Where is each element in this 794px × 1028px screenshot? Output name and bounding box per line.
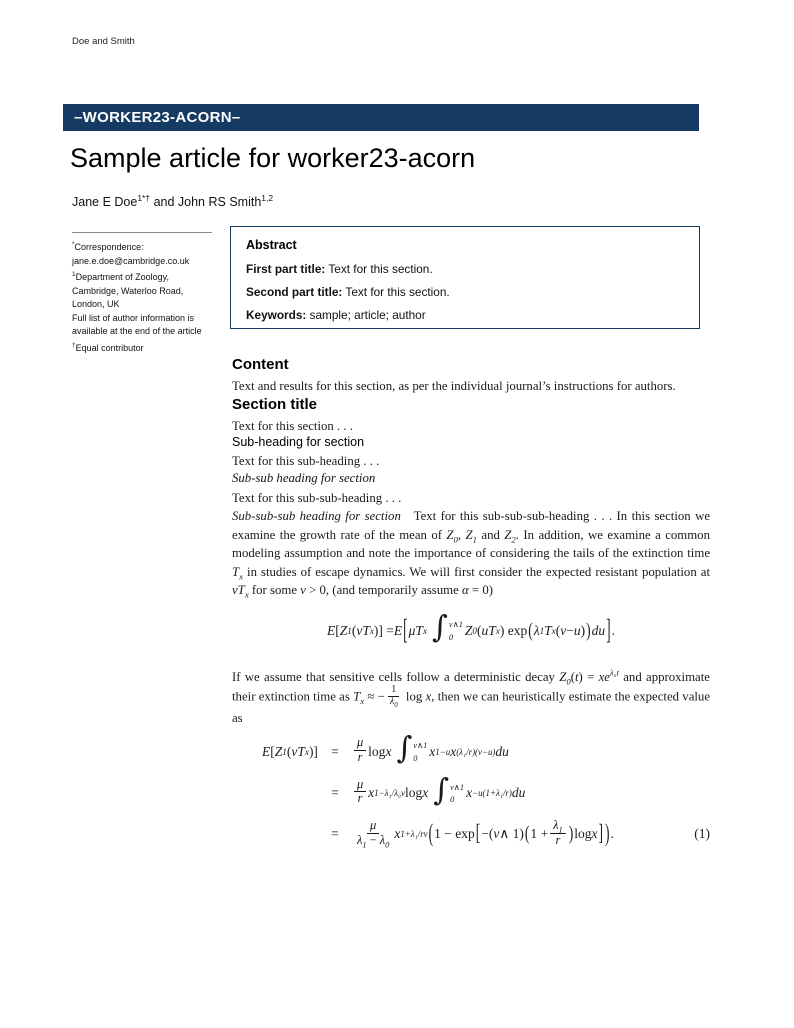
sidebar-line-equal-contributor: †Equal contributor xyxy=(72,341,144,353)
sidebar-line-affiliation-3: London, UK xyxy=(72,299,120,309)
abstract-second-part xyxy=(246,285,684,299)
paragraph-heuristic-estimate: If we assume that sensitive cells follow a deterministic decay $Z_0(t) = xe^{\lambda_0t}$ and approximate their extinction time as $T_x$ ≈ − $\frac{1}{\lambda_0}$ log x, then we can heuristically estimate the expected value as xyxy=(232,667,711,725)
running-head: Doe and Smith xyxy=(72,36,135,47)
footnote-mark: † xyxy=(72,341,76,349)
header-columns xyxy=(72,226,700,355)
abstract-first-part xyxy=(246,262,684,276)
equation-array xyxy=(262,731,710,850)
authors-line xyxy=(72,193,273,209)
subsubsection-heading: Sub-sub heading for section xyxy=(232,470,376,485)
author-2-affiliation-marks: 1,2 xyxy=(261,193,274,203)
section-heading: Section title xyxy=(232,395,318,413)
sidebar-line-affiliation: $^1$Department of Zoology, xyxy=(72,271,170,282)
eq-row2-rhs: $\frac{\mu}{r}$ x 1−λ₁/λ₀v log x ∫ v∧1 0 x −u(1+λ₁/r) du xyxy=(352,779,688,807)
footnote-mark: 1 xyxy=(72,271,76,278)
eq-row1-lhs: E [ Z 1 ( vT x )] xyxy=(262,743,318,759)
sidebar-divider xyxy=(72,232,212,233)
sidebar-line-affiliation-2: Cambridge, Waterloo Road, xyxy=(72,285,184,296)
abstract-first-label: First part title: xyxy=(246,262,326,276)
banner-label: –WORKER23-ACORN– xyxy=(74,109,241,126)
main-content xyxy=(232,356,710,848)
sidebar-line-email: jane.e.doe@cambridge.co.uk xyxy=(72,255,190,266)
sidebar-line-note: Full list of author information is xyxy=(72,312,195,323)
subsubsection-body: Text for this sub-sub-heading . . . xyxy=(232,490,402,505)
footnote-mark: * xyxy=(72,241,75,248)
display-equation: E [ Z 1 ( vT x )] = E [ μT x ∫ v∧1 0 Z 0 ( uT x ) exp ( λ 1 T x ( v − u ) ) du ] . xyxy=(326,610,615,646)
abstract-keywords-label: Keywords: xyxy=(246,308,307,322)
correspondence-sidebar xyxy=(72,226,213,355)
abstract-second-text: Text for this section. xyxy=(342,285,450,299)
abstract-keywords xyxy=(246,308,684,322)
eq-row2-equals: = xyxy=(331,784,339,800)
sidebar-line-note-2: available at the end of the article xyxy=(72,326,202,336)
section-body: Text for this section . . . xyxy=(232,418,354,433)
eq-row1-rhs: $\frac{\mu}{r}$ log x ∫ v∧1 0 x 1−u x (λ₁/r)(v−u) du xyxy=(352,737,688,765)
subsection-body: Text for this sub-heading . . . xyxy=(232,454,380,468)
author-2: John RS Smith xyxy=(177,195,262,210)
journal-banner xyxy=(63,104,699,131)
abstract-keywords-text: sample; article; author xyxy=(306,308,426,322)
author-1: Jane E Doe xyxy=(72,195,138,210)
authors-separator: and xyxy=(150,195,178,210)
abstract-box xyxy=(230,226,700,329)
content-intro: Text and results for this section, as per the individual journal’s instructions for authors. xyxy=(232,379,676,393)
paragraph-with-inline-math: Sub-sub-sub heading for section Text for this sub-sub-sub-heading . . . In this section we examine the growth rate of the mean of $Z_0$, $Z_1$ and $Z_2$. In addition, we examine a common modeling assumption and note the importance of considering the tails of the extinction time $T_x$ in studies of escape dynamics. We will first consider the expected resistant population at $vT_x$ for some v > 0, (and temporarily assume α = 0) xyxy=(232,509,711,600)
content-heading: Content xyxy=(232,356,289,373)
abstract-heading: Abstract xyxy=(246,238,297,252)
eq-row3-equals: = xyxy=(331,826,339,842)
sidebar-line-correspondence: *Correspondence: xyxy=(72,241,144,252)
eq-row3-rhs: $\frac{\mu}{\lambda_1 - \lambda_0}$ x 1+λ₁/rv ( 1 − exp [ −( v ∧ 1) ( 1 + $\frac{\lambda_1}{r}$ ) log x ] ) . xyxy=(356,818,614,850)
article-title: Sample article for worker23-acorn xyxy=(70,143,476,173)
eq-row1-equals: = xyxy=(331,743,339,759)
subsection-heading: Sub-heading for section xyxy=(232,435,365,449)
abstract-second-label: Second part title: xyxy=(246,285,343,299)
author-1-affiliation-marks: 1*† xyxy=(137,193,151,203)
equation-number: (1) xyxy=(694,826,710,842)
abstract-first-text: Text for this section. xyxy=(325,262,433,276)
